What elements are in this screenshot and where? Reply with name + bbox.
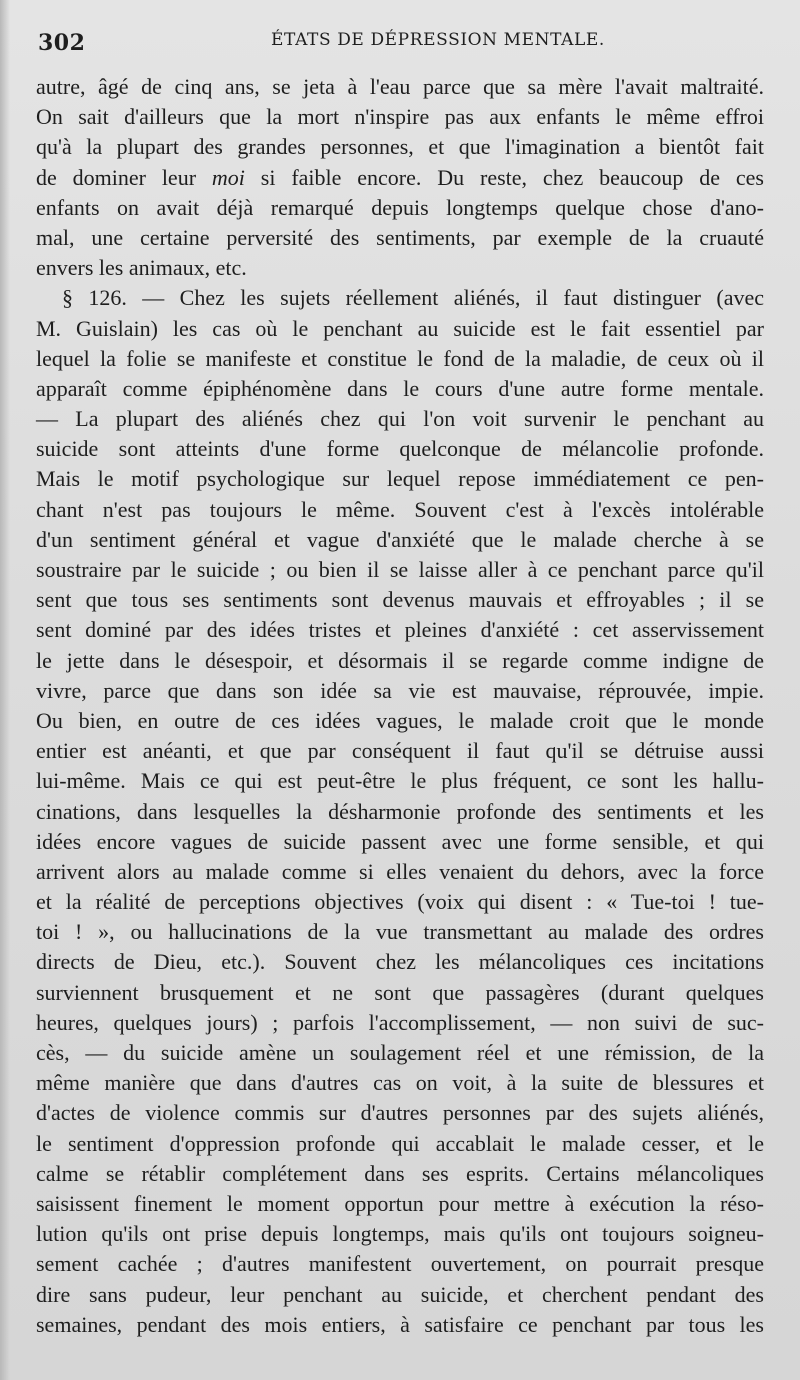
running-title: ÉTATS DE DÉPRESSION MENTALE. bbox=[271, 30, 605, 50]
text-line: On sait d'ailleurs que la mort n'inspire pas aux enfants le même effroi bbox=[36, 104, 764, 130]
text-line: chant n'est pas toujours le même. Souvent c'est à l'excès intolérable bbox=[36, 496, 764, 522]
text-line: M. Guislain) les cas où le penchant au suicide est le fait essentiel par bbox=[36, 315, 764, 341]
text-line: idées encore vagues de suicide passent avec une forme sensible, et qui bbox=[36, 828, 764, 854]
text-line: lequel la folie se manifeste et constitue le fond de la maladie, de ceux où il bbox=[36, 345, 764, 371]
text-line: saisissent finement le moment opportun pour mettre à exécution la réso- bbox=[36, 1190, 764, 1216]
text-line: qu'à la plupart des grandes personnes, et que l'imagination a bientôt fait bbox=[36, 134, 764, 160]
text-line: lui-même. Mais ce qui est peut-être le plus fréquent, ce sont les hallu- bbox=[36, 768, 764, 794]
text-line: autre, âgé de cinq ans, se jeta à l'eau parce que sa mère l'avait maltraité. bbox=[36, 74, 764, 99]
text-line: entier est anéanti, et que par conséquent il faut qu'il se détruise aussi bbox=[36, 738, 764, 764]
text-line: semaines, pendant des mois entiers, à satisfaire ce penchant par tous les bbox=[36, 1311, 764, 1337]
text-line: le sentiment d'oppression profonde qui accablait le malade cesser, et le bbox=[36, 1130, 764, 1156]
text-line: § 126. — Chez les sujets réellement aliénés, il faut distinguer (avec bbox=[62, 285, 764, 311]
text-line: vivre, parce que dans son idée sa vie est mauvaise, réprouvée, impie. bbox=[36, 677, 764, 703]
text-line: sent que tous ses sentiments sont devenus mauvais et effroyables ; il se bbox=[36, 587, 764, 613]
body-text bbox=[36, 72, 764, 1340]
text-line: heures, quelques jours) ; parfois l'accomplissement, — non suivi de suc- bbox=[36, 1009, 764, 1035]
text-line: envers les animaux, etc. bbox=[36, 255, 247, 281]
text-line: apparaît comme épiphénomène dans le cours d'une autre forme mentale. bbox=[36, 375, 764, 401]
text-line: le jette dans le désespoir, et désormais il se regarde comme indigne de bbox=[36, 647, 764, 673]
text-line: — La plupart des aliénés chez qui l'on voit survenir le penchant au bbox=[36, 406, 764, 432]
text-line: arrivent alors au malade comme si elles venaient du dehors, avec la force bbox=[36, 858, 764, 884]
page-number: 302 bbox=[38, 30, 86, 56]
text-line: d'un sentiment général et vague d'anxiété que le malade cherche à se bbox=[36, 526, 764, 552]
text-line: sement cachée ; d'autres manifestent ouvertement, on pourrait presque bbox=[36, 1251, 764, 1277]
text-line: cès, — du suicide amène un soulagement réel et une rémission, de la bbox=[36, 1040, 764, 1065]
text-line: dire sans pudeur, leur penchant au suicide, et cherchent pendant des bbox=[36, 1281, 764, 1307]
text-line: mal, une certaine perversité des sentiments, par exemple de la cruauté bbox=[36, 224, 764, 250]
text-line: Mais le motif psychologique sur lequel repose immédiatement ce pen- bbox=[36, 466, 764, 492]
text-line: de dominer leur moi si faible encore. Du reste, chez beaucoup de ces bbox=[36, 164, 764, 190]
running-head bbox=[38, 30, 764, 62]
text-line: et la réalité de perceptions objectives (voix qui disent : « Tue-toi ! tue- bbox=[36, 889, 764, 915]
text-line: surviennent brusquement et ne sont que passagères (durant quelques bbox=[36, 979, 764, 1005]
text-line: même manière que dans d'autres cas on voit, à la suite de blessures et bbox=[36, 1070, 764, 1096]
text-line: calme se rétablir complétement dans ses esprits. Certains mélancoliques bbox=[36, 1160, 764, 1186]
text-line: d'actes de violence commis sur d'autres personnes par des sujets aliénés, bbox=[36, 1100, 764, 1126]
text-line: sent dominé par des idées tristes et pleines d'anxiété : cet asservissement bbox=[36, 617, 764, 643]
text-line: suicide sont atteints d'une forme quelconque de mélancolie profonde. bbox=[36, 436, 764, 462]
text-line: toi ! », ou hallucinations de la vue transmettant au malade des ordres bbox=[36, 919, 764, 945]
text-line: directs de Dieu, etc.). Souvent chez les mélancoliques ces incitations bbox=[36, 949, 764, 975]
text-line: lution qu'ils ont prise depuis longtemps, mais qu'ils ont toujours soigneu- bbox=[36, 1221, 764, 1247]
text-line: enfants on avait déjà remarqué depuis longtemps quelque chose d'ano- bbox=[36, 194, 764, 220]
text-line: soustraire par le suicide ; ou bien il se laisse aller à ce penchant parce qu'il bbox=[36, 557, 764, 582]
italic-word: moi bbox=[211, 164, 245, 190]
text-line: Ou bien, en outre de ces idées vagues, le malade croit que le monde bbox=[36, 707, 764, 733]
text-line: cinations, dans lesquelles la désharmonie profonde des sentiments et les bbox=[36, 798, 764, 824]
page-gutter-shadow bbox=[0, 0, 10, 1380]
